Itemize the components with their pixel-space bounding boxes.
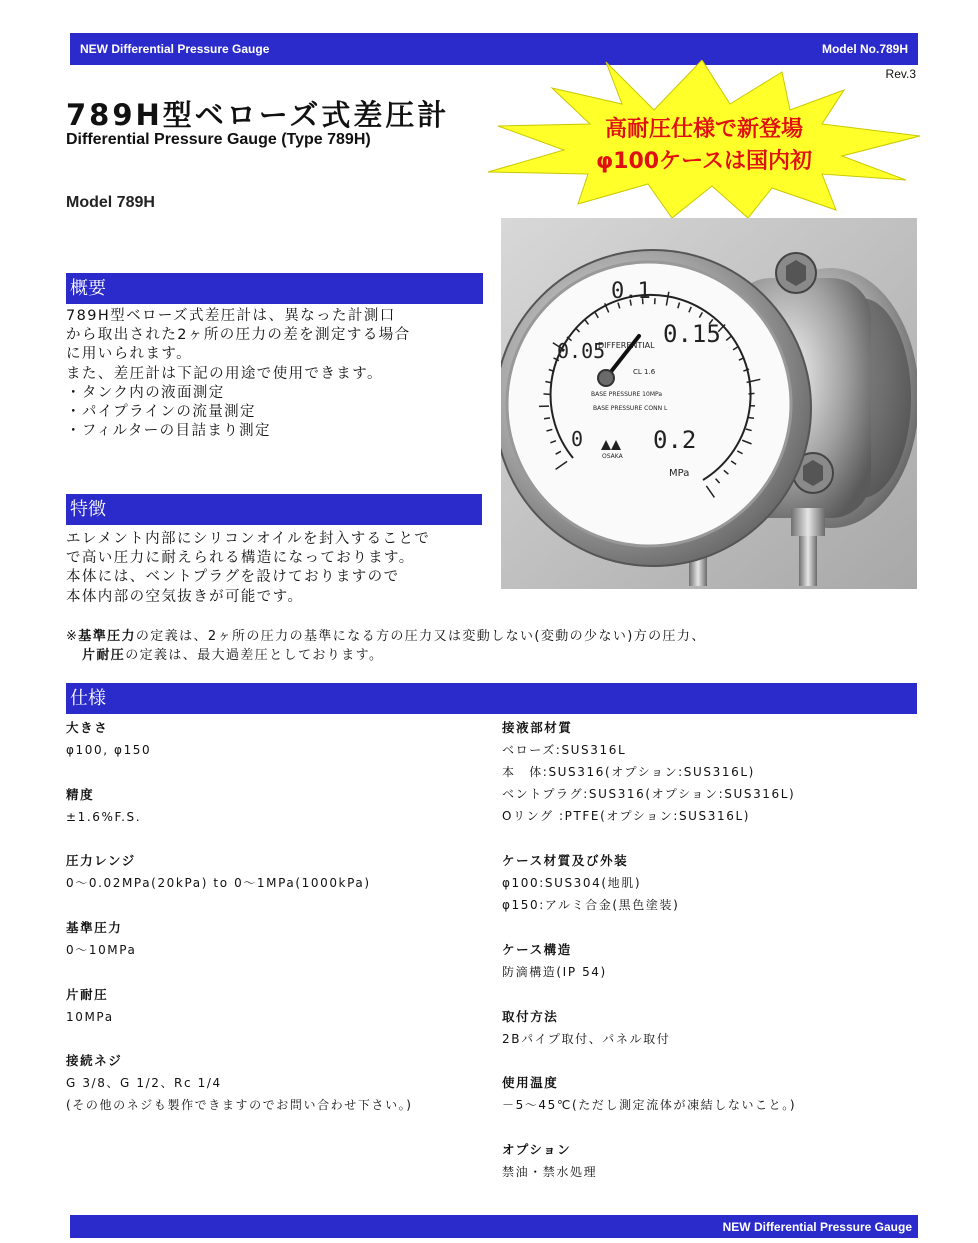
revision-label: Rev.3 xyxy=(885,67,916,81)
spec-value: Oリング :PTFE(オプション:SUS316L) xyxy=(502,809,751,823)
spec-size xyxy=(66,717,151,761)
features-line: 本体には、ベントプラグを設けておりますので xyxy=(66,569,400,586)
spec-accuracy xyxy=(66,784,141,828)
spec-value: G 3/8、G 1/2、Rc 1/4 xyxy=(66,1076,222,1090)
spec-connection-thread xyxy=(66,1050,413,1116)
overview-line: 789H型ベローズ式差圧計は、異なった計測口 xyxy=(66,308,396,324)
spec-label: 片耐圧 xyxy=(66,987,109,1002)
overview-line: から取出された2ヶ所の圧力の差を測定する場合 xyxy=(66,327,411,344)
dial-label-0-1: 0.1 xyxy=(611,279,651,304)
dial-text-unit: MPa xyxy=(669,468,690,479)
spec-case-material xyxy=(502,850,679,916)
spec-label: 使用温度 xyxy=(502,1075,559,1090)
spec-value: φ100:SUS304(地肌) xyxy=(502,876,642,890)
dial-text-base-pressure: BASE PRESSURE 10MPa xyxy=(591,391,663,398)
section-heading-spec: 仕様 xyxy=(66,683,917,714)
note-prefix: ※ xyxy=(66,629,79,644)
spec-label: 圧力レンジ xyxy=(66,853,136,868)
dial-tick xyxy=(543,394,549,395)
spec-wetted-material xyxy=(502,717,795,827)
spec-label: 接液部材質 xyxy=(502,720,573,735)
spec-mounting xyxy=(502,1006,670,1050)
footer-text: NEW Differential Pressure Gauge xyxy=(722,1220,912,1234)
spec-options xyxy=(502,1139,597,1183)
spec-temperature xyxy=(502,1072,796,1116)
overview-body xyxy=(66,307,411,441)
section-heading-overview: 概要 xyxy=(66,273,483,304)
spec-value: 0～10MPa xyxy=(66,943,137,957)
dial-tick xyxy=(544,418,550,419)
footer-band xyxy=(70,1215,918,1238)
dial-text-maker: OSAKA xyxy=(602,453,623,460)
spec-label: 取付方法 xyxy=(502,1009,559,1024)
spec-value: 0～0.02MPa(20kPa) to 0～1MPa(1000kPa) xyxy=(66,876,371,890)
spec-value: φ100, φ150 xyxy=(66,743,152,757)
definition-note xyxy=(66,627,706,665)
page-title-en: Differential Pressure Gauge (Type 789H) xyxy=(66,131,371,148)
spec-value: 禁油・禁水処理 xyxy=(502,1165,598,1179)
spec-value: 2Bパイプ取付、パネル取付 xyxy=(502,1032,671,1046)
spec-label: 大きさ xyxy=(66,720,109,735)
spec-value: φ150:アルミ合金(黒色塗装) xyxy=(502,898,680,912)
spec-label: オプション xyxy=(502,1142,572,1157)
features-line: 本体内部の空気抜きが可能です。 xyxy=(66,588,304,605)
overview-line: ・パイプラインの流量測定 xyxy=(66,404,256,421)
spec-one-side-pressure xyxy=(66,984,114,1028)
dial-label-0-2: 0.2 xyxy=(653,426,697,454)
spec-range xyxy=(66,850,371,894)
spec-value: ±1.6%F.S. xyxy=(66,810,142,824)
dial-tick xyxy=(748,393,754,394)
promo-line-2: φ100ケースは国内初 xyxy=(595,149,813,174)
spec-value: ベントプラグ:SUS316(オプション:SUS316L) xyxy=(502,787,796,801)
spec-label: 基準圧力 xyxy=(66,920,123,935)
promo-line-1: 高耐圧仕様で新登場 xyxy=(604,117,803,142)
model-name: Model 789H xyxy=(66,194,155,211)
note-term-base-pressure: 基準圧力 xyxy=(78,629,136,644)
features-body xyxy=(66,530,430,607)
overview-line: ・タンク内の液面測定 xyxy=(66,384,225,401)
overview-line: ・フィルターの目詰まり測定 xyxy=(66,423,271,440)
dial-text-differential: DIFFERENTIAL xyxy=(598,341,655,350)
overview-line: また、差圧計は下記の用途で使用できます。 xyxy=(66,365,383,382)
spec-value: 本 体:SUS316(オプション:SUS316L) xyxy=(502,765,755,779)
spec-label: 精度 xyxy=(66,787,95,802)
product-photo xyxy=(501,218,917,589)
dial-label-0-15: 0.15 xyxy=(663,320,721,348)
dial-text-connection: BASE PRESSURE CONN L xyxy=(593,405,668,412)
dial-label-0: 0 xyxy=(571,427,584,451)
features-line: エレメント内部にシリコンオイルを封入することで xyxy=(66,531,431,547)
spec-label: 接続ネジ xyxy=(66,1053,123,1068)
spec-value: 防滴構造(IP 54) xyxy=(502,965,607,979)
note-term-one-side-pressure: 片耐圧 xyxy=(82,648,126,663)
promo-starburst xyxy=(486,60,922,220)
dial-label-0-05: 0.05 xyxy=(557,339,606,363)
dial-tick xyxy=(748,417,754,418)
spec-label: ケース構造 xyxy=(502,942,572,957)
note-text-1: の定義は、2ヶ所の圧力の基準になる方の圧力又は変動しない(変動の少ない)方の圧力、 xyxy=(135,629,706,644)
gauge-illustration xyxy=(501,218,917,589)
spec-value: (その他のネジも製作できますのでお問い合わせ下さい。) xyxy=(66,1098,413,1112)
section-heading-features: 特徴 xyxy=(66,494,482,525)
header-left-text: NEW Differential Pressure Gauge xyxy=(80,42,270,56)
dial-text-class: CL 1.6 xyxy=(633,368,656,376)
features-line: で高い圧力に耐えられる構造になっております。 xyxy=(66,550,415,567)
header-model-number: Model No.789H xyxy=(821,42,908,56)
note-text-2: の定義は、最大過差圧としております。 xyxy=(125,648,384,663)
spec-value: 10MPa xyxy=(66,1010,114,1024)
spec-base-pressure xyxy=(66,917,137,961)
spec-value: ベローズ:SUS316L xyxy=(502,743,627,757)
overview-line: に用いられます。 xyxy=(66,346,193,363)
spec-case-structure xyxy=(502,939,607,983)
spec-value: －5～45℃(ただし測定流体が凍結しないこと。) xyxy=(502,1098,797,1112)
page-title-jp: 789H型ベローズ式差圧計 xyxy=(66,98,450,132)
spec-label: ケース材質及び外装 xyxy=(502,853,629,868)
